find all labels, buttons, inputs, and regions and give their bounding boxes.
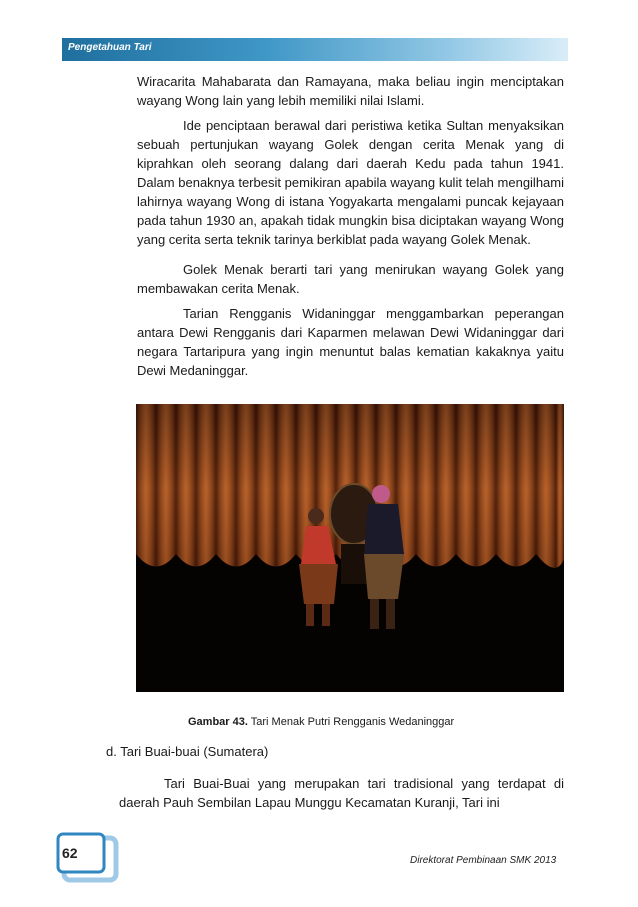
page-number: 62: [62, 845, 78, 861]
header-title: Pengetahuan Tari: [68, 42, 152, 53]
figure-label: Gambar 43.: [188, 716, 248, 728]
footer-publisher: Direktorat Pembinaan SMK 2013: [410, 855, 557, 866]
figure-caption: [188, 716, 454, 728]
dance-photo: [136, 404, 564, 692]
section-heading: d. Tari Buai-buai (Sumatera): [106, 744, 269, 759]
page-number-box: [56, 832, 120, 884]
paragraph-2: Ide penciptaan berawal dari peristiwa ketika Sultan menyaksikan sebuah pertunjukan wayang Golek dengan cerita Menak yang di kiprahkan oleh seorang dalang dari daerah Kedu pada tahun 1941. Dalam benaknya terbesit pemikiran apabila wayang kulit telah mengilhami lahirnya wayang Wong di istana Yogyakarta mengalami puncak kejayaan pada tahun 1930 an, apakah tidak mungkin bisa diciptakan wayang Wong yang cerita serta teknik tarinya berkiblat pada wayang Golek Menak.: [137, 118, 564, 247]
paragraph-4: Tarian Rengganis Widaninggar menggambarkan peperangan antara Dewi Rengganis dari Kaparmen melawan Dewi Widaninggar dari negara Tartaripura yang ingin menuntut balas kematian kakaknya yaitu Dewi Medaninggar.: [137, 306, 564, 378]
figure-caption-text: Tari Menak Putri Rengganis Wedaninggar: [250, 716, 455, 728]
paragraph-5: Tari Buai-Buai yang merupakan tari tradisional yang terdapat di daerah Pauh Sembilan Lapau Munggu Kecamatan Kuranji, Tari ini: [119, 776, 564, 810]
header-bar: [62, 38, 568, 61]
paragraph-3: Golek Menak berarti tari yang menirukan wayang Golek yang membawakan cerita Menak.: [137, 262, 564, 296]
paragraph-1: Wiracarita Mahabarata dan Ramayana, maka beliau ingin menciptakan wayang Wong lain yang lebih memiliki nilai Islami.: [137, 74, 564, 108]
dance-photo-illustration: [136, 404, 564, 692]
